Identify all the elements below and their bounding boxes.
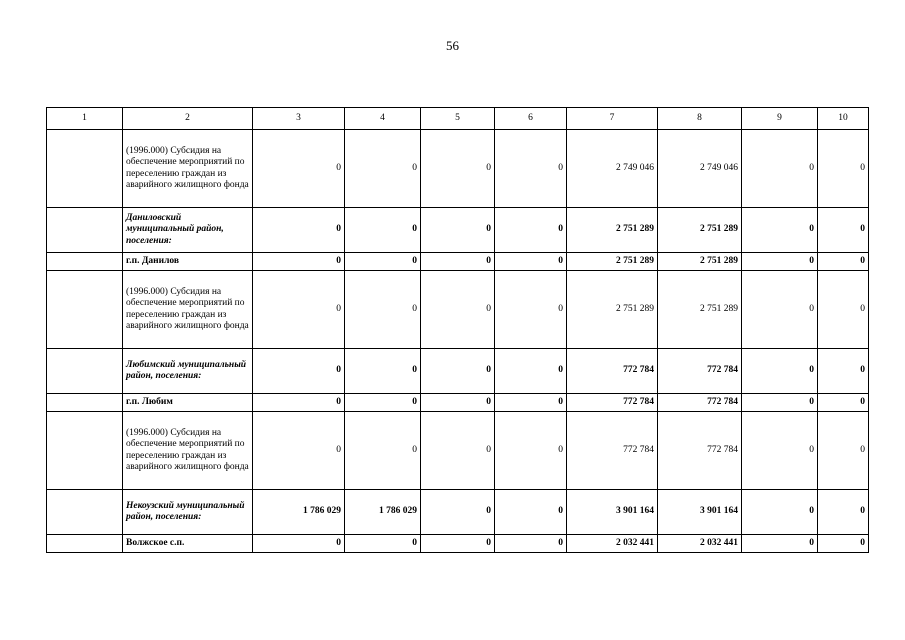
value-cell: 0 [421,394,495,412]
value-cell: 0 [742,535,818,553]
page-number: 56 [446,38,459,53]
value-cell: 0 [495,490,567,535]
column-header: 10 [818,108,869,130]
column-header: 9 [742,108,818,130]
value-cell: 0 [495,412,567,490]
value-cell: 0 [742,349,818,394]
value-cell: 0 [345,271,421,349]
column-header: 5 [421,108,495,130]
row-code-cell [47,253,123,271]
value-cell: 0 [421,349,495,394]
value-cell: 0 [421,271,495,349]
value-cell: 2 751 289 [658,208,742,253]
value-cell: 0 [421,535,495,553]
value-cell: 0 [253,271,345,349]
value-cell: 0 [421,412,495,490]
row-name-cell: (1996.000) Субсидия на обеспечение мероприятий по переселению граждан из аварийного жилищного фонда [123,130,253,208]
value-cell: 0 [345,535,421,553]
value-cell: 0 [742,253,818,271]
value-cell: 0 [495,349,567,394]
table-row [47,349,869,394]
value-cell: 1 786 029 [253,490,345,535]
value-cell: 0 [253,535,345,553]
value-cell: 2 749 046 [658,130,742,208]
value-cell: 0 [345,349,421,394]
budget-table [46,107,869,553]
column-header: 2 [123,108,253,130]
value-cell: 2 751 289 [567,271,658,349]
value-cell: 2 032 441 [658,535,742,553]
row-code-cell [47,535,123,553]
value-cell: 2 751 289 [658,271,742,349]
table-row [47,490,869,535]
row-name-cell: Некоузский муниципальный район, поселения: [123,490,253,535]
value-cell: 0 [742,208,818,253]
value-cell: 0 [818,271,869,349]
value-cell: 0 [495,208,567,253]
value-cell: 0 [253,394,345,412]
row-name-cell: Любимский муниципальный район, поселения: [123,349,253,394]
value-cell: 0 [818,208,869,253]
value-cell: 0 [818,535,869,553]
value-cell: 0 [818,394,869,412]
value-cell: 0 [818,490,869,535]
value-cell: 0 [421,130,495,208]
value-cell: 0 [495,535,567,553]
value-cell: 0 [742,394,818,412]
value-cell: 0 [253,130,345,208]
value-cell: 2 032 441 [567,535,658,553]
row-code-cell [47,271,123,349]
value-cell: 0 [742,490,818,535]
column-header: 4 [345,108,421,130]
row-code-cell [47,208,123,253]
value-cell: 0 [253,208,345,253]
row-code-cell [47,130,123,208]
table-row [47,271,869,349]
value-cell: 0 [818,349,869,394]
value-cell: 2 749 046 [567,130,658,208]
row-name-cell: г.п. Данилов [123,253,253,271]
row-name-cell: Даниловский муниципальный район, поселения: [123,208,253,253]
table-row [47,535,869,553]
column-header: 3 [253,108,345,130]
value-cell: 1 786 029 [345,490,421,535]
value-cell: 0 [345,130,421,208]
value-cell: 0 [421,490,495,535]
value-cell: 0 [742,412,818,490]
table-row [47,130,869,208]
value-cell: 0 [495,394,567,412]
value-cell: 0 [253,253,345,271]
value-cell: 0 [421,253,495,271]
column-header: 1 [47,108,123,130]
value-cell: 0 [495,130,567,208]
table-row [47,394,869,412]
value-cell: 772 784 [567,349,658,394]
value-cell: 0 [818,130,869,208]
value-cell: 3 901 164 [567,490,658,535]
table-row [47,253,869,271]
row-code-cell [47,349,123,394]
value-cell: 0 [345,208,421,253]
column-header: 8 [658,108,742,130]
table-row [47,412,869,490]
value-cell: 0 [742,271,818,349]
row-code-cell [47,412,123,490]
value-cell: 3 901 164 [658,490,742,535]
value-cell: 772 784 [658,394,742,412]
value-cell: 2 751 289 [658,253,742,271]
value-cell: 0 [345,394,421,412]
value-cell: 0 [345,253,421,271]
value-cell: 0 [495,271,567,349]
row-name-cell: (1996.000) Субсидия на обеспечение мероприятий по переселению граждан из аварийного жилищного фонда [123,412,253,490]
value-cell: 0 [742,130,818,208]
value-cell: 772 784 [567,412,658,490]
value-cell: 0 [818,412,869,490]
value-cell: 2 751 289 [567,253,658,271]
value-cell: 0 [253,412,345,490]
table-row [47,208,869,253]
value-cell: 772 784 [658,412,742,490]
row-name-cell: Волжское с.п. [123,535,253,553]
value-cell: 0 [345,412,421,490]
row-code-cell [47,394,123,412]
row-code-cell [47,490,123,535]
value-cell: 0 [818,253,869,271]
value-cell: 772 784 [658,349,742,394]
row-name-cell: г.п. Любим [123,394,253,412]
value-cell: 772 784 [567,394,658,412]
column-header: 7 [567,108,658,130]
value-cell: 0 [253,349,345,394]
value-cell: 0 [421,208,495,253]
header-row [47,108,869,130]
column-header: 6 [495,108,567,130]
row-name-cell: (1996.000) Субсидия на обеспечение мероприятий по переселению граждан из аварийного жилищного фонда [123,271,253,349]
value-cell: 2 751 289 [567,208,658,253]
value-cell: 0 [495,253,567,271]
